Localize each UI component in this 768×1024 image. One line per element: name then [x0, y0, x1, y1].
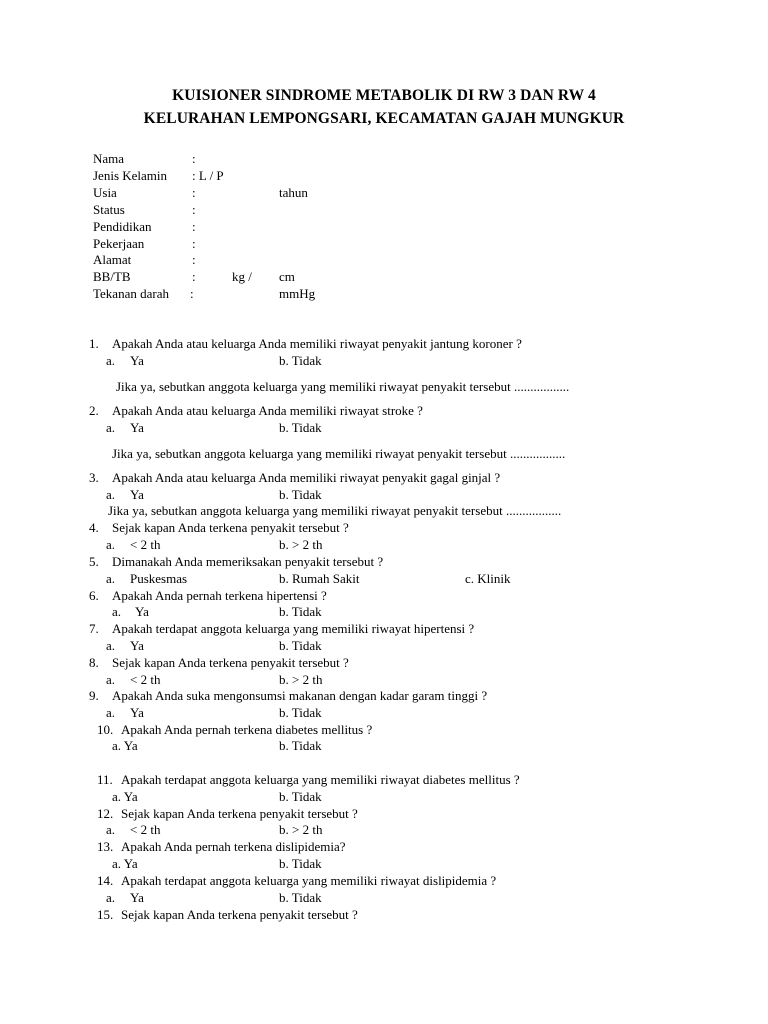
option-a-marker: a.: [112, 604, 122, 619]
option-c: c. Klinik: [465, 571, 511, 586]
field-sep-jenis-kelamin: : L / P: [192, 168, 224, 183]
option-a-marker: a.: [106, 353, 116, 368]
option-a: a. Ya: [112, 856, 138, 871]
option-b: b. Tidak: [279, 705, 322, 720]
field-label-pekerjaan: Pekerjaan: [93, 236, 145, 251]
field-label-alamat: Alamat: [93, 252, 132, 267]
question-number: 12.: [97, 806, 114, 821]
field-label-jenis-kelamin: Jenis Kelamin: [93, 168, 168, 183]
field-sep-status: :: [192, 202, 196, 217]
option-a-marker: a.: [106, 420, 116, 435]
option-b: b. > 2 th: [279, 822, 323, 837]
option-a-text: < 2 th: [130, 672, 161, 687]
option-a-text: Ya: [130, 353, 144, 368]
field-unit-usia: tahun: [279, 185, 308, 200]
option-a-text: Ya: [130, 638, 144, 653]
option-b: b. Tidak: [279, 856, 322, 871]
title-line-1: KUISIONER SINDROME METABOLIK DI RW 3 DAN RW 4: [172, 87, 596, 104]
field-label-nama: Nama: [93, 151, 125, 166]
option-a-marker: a.: [106, 537, 116, 552]
field-sep-usia: :: [192, 185, 196, 200]
option-a-text: < 2 th: [130, 822, 161, 837]
question-text: Apakah Anda pernah terkena diabetes mellitus ?: [121, 722, 373, 737]
title-line-2: KELURAHAN LEMPONGSARI, KECAMATAN GAJAH MUNGKUR: [143, 110, 625, 127]
field-unit-tekanan-darah: mmHg: [279, 286, 316, 301]
option-b: b. > 2 th: [279, 537, 323, 552]
question-text: Sejak kapan Anda terkena penyakit tersebut ?: [112, 520, 349, 535]
option-a-text: Ya: [130, 705, 144, 720]
question-number: 10.: [97, 722, 114, 737]
option-b: b. Tidak: [279, 604, 322, 619]
question-number: 3.: [89, 470, 99, 485]
question-number: 8.: [89, 655, 99, 670]
field-sep-pekerjaan: :: [192, 236, 196, 251]
question-text: Apakah Anda atau keluarga Anda memiliki riwayat stroke ?: [112, 403, 423, 418]
question-number: 11.: [97, 772, 113, 787]
option-a-text: Ya: [130, 487, 144, 502]
field-label-usia: Usia: [93, 185, 117, 200]
question-text: Apakah Anda suka mengonsumsi makanan dengan kadar garam tinggi ?: [112, 688, 488, 703]
followup-prompt: Jika ya, sebutkan anggota keluarga yang memiliki riwayat penyakit tersebut .................: [112, 446, 566, 461]
field-sep-tekanan-darah: :: [190, 286, 194, 301]
question-text: Sejak kapan Anda terkena penyakit tersebut ?: [121, 806, 358, 821]
option-a: a. Ya: [112, 789, 138, 804]
option-a-marker: a.: [106, 571, 116, 586]
question-text: Apakah Anda atau keluarga Anda memiliki riwayat penyakit gagal ginjal ?: [112, 470, 501, 485]
question-number: 7.: [89, 621, 99, 636]
question-number: 14.: [97, 873, 114, 888]
question-number: 13.: [97, 839, 114, 854]
field-unit-tb: cm: [279, 269, 295, 284]
question-text: Apakah terdapat anggota keluarga yang memiliki riwayat diabetes mellitus ?: [121, 772, 520, 787]
field-label-tekanan-darah: Tekanan darah: [93, 286, 169, 301]
question-number: 4.: [89, 520, 99, 535]
question-number: 15.: [97, 907, 114, 922]
option-a-marker: a.: [106, 487, 116, 502]
field-sep-nama: :: [192, 151, 196, 166]
field-label-status: Status: [93, 202, 125, 217]
field-sep-bbtb: :: [192, 269, 196, 284]
option-a-text: Ya: [135, 604, 149, 619]
option-a-text: < 2 th: [130, 537, 161, 552]
option-b: b. Rumah Sakit: [279, 571, 360, 586]
option-b: b. Tidak: [279, 487, 322, 502]
option-a-text: Ya: [130, 890, 144, 905]
option-a-marker: a.: [106, 672, 116, 687]
option-b: b. Tidak: [279, 638, 322, 653]
field-label-pendidikan: Pendidikan: [93, 219, 152, 234]
question-text: Apakah Anda pernah terkena hipertensi ?: [112, 588, 327, 603]
question-text: Apakah Anda atau keluarga Anda memiliki riwayat penyakit jantung koroner ?: [112, 336, 522, 351]
field-sep-alamat: :: [192, 252, 196, 267]
question-number: 9.: [89, 688, 99, 703]
option-a-marker: a.: [106, 890, 116, 905]
question-number: 5.: [89, 554, 99, 569]
option-b: b. Tidak: [279, 890, 322, 905]
option-b: b. Tidak: [279, 353, 322, 368]
question-number: 6.: [89, 588, 99, 603]
field-unit-bb: kg /: [232, 269, 252, 284]
question-text: Dimanakah Anda memeriksakan penyakit tersebut ?: [112, 554, 384, 569]
option-a-marker: a.: [106, 638, 116, 653]
question-number: 1.: [89, 336, 99, 351]
option-b: b. Tidak: [279, 420, 322, 435]
option-a-marker: a.: [106, 705, 116, 720]
followup-prompt: Jika ya, sebutkan anggota keluarga yang memiliki riwayat penyakit tersebut .................: [108, 503, 562, 518]
question-text: Apakah terdapat anggota keluarga yang memiliki riwayat hipertensi ?: [112, 621, 475, 636]
followup-prompt: Jika ya, sebutkan anggota keluarga yang memiliki riwayat penyakit tersebut .................: [116, 379, 570, 394]
field-label-bbtb: BB/TB: [93, 269, 131, 284]
option-a-text: Puskesmas: [130, 571, 188, 586]
option-a-marker: a.: [106, 822, 116, 837]
question-text: Apakah Anda pernah terkena dislipidemia?: [121, 839, 346, 854]
option-b: b. Tidak: [279, 789, 322, 804]
option-a: a. Ya: [112, 738, 138, 753]
question-text: Apakah terdapat anggota keluarga yang memiliki riwayat dislipidemia ?: [121, 873, 497, 888]
option-b: b. Tidak: [279, 738, 322, 753]
option-a-text: Ya: [130, 420, 144, 435]
field-sep-pendidikan: :: [192, 219, 196, 234]
option-b: b. > 2 th: [279, 672, 323, 687]
question-number: 2.: [89, 403, 99, 418]
question-text: Sejak kapan Anda terkena penyakit tersebut ?: [112, 655, 349, 670]
question-text: Sejak kapan Anda terkena penyakit tersebut ?: [121, 907, 358, 922]
